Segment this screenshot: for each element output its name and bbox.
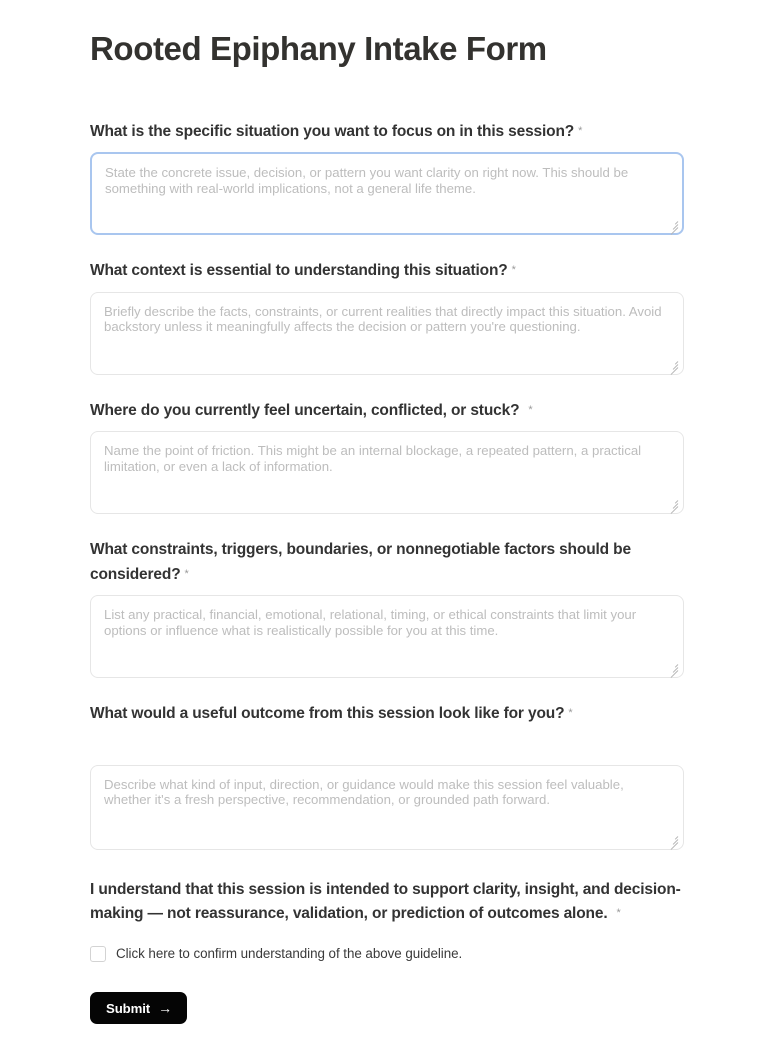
required-marker: * [511, 264, 516, 277]
field-label-consent [90, 878, 684, 927]
form-field-situation [90, 120, 684, 235]
textarea-wrapper-situation [90, 152, 684, 235]
field-label-text: What constraints, triggers, boundaries, or nonnegotiable factors should be considered? [90, 541, 631, 583]
page-title: Rooted Epiphany Intake Form [90, 30, 547, 67]
form-field-context [90, 259, 684, 374]
textarea-constraints[interactable] [90, 595, 684, 678]
textarea-outcome[interactable] [90, 765, 684, 850]
form-field-constraints [90, 538, 684, 678]
submit-button-label: Submit [106, 1000, 151, 1016]
form-field-outcome [90, 702, 684, 849]
required-marker: * [184, 567, 189, 580]
consent-checkbox-label: Click here to confirm understanding of the above guideline. [116, 945, 463, 961]
textarea-wrapper-constraints [90, 595, 684, 678]
field-label-situation [90, 120, 684, 144]
textarea-uncertainty[interactable] [90, 431, 684, 514]
field-label-text: What context is essential to understanding this situation? [90, 262, 508, 280]
textarea-wrapper-context [90, 292, 684, 375]
arrow-right-icon: → [158, 1000, 172, 1017]
field-label-outcome [90, 702, 684, 726]
required-marker: * [616, 907, 621, 920]
textarea-wrapper-outcome [90, 765, 684, 850]
required-marker: * [578, 124, 583, 137]
field-label-constraints [90, 538, 684, 587]
field-label-uncertainty [90, 399, 684, 423]
required-marker: * [568, 707, 573, 720]
form-field-uncertainty [90, 399, 684, 514]
field-label-context [90, 259, 684, 283]
field-label-text: Where do you currently feel uncertain, conflicted, or stuck? [90, 401, 520, 419]
textarea-situation[interactable] [90, 152, 684, 235]
textarea-wrapper-uncertainty [90, 431, 684, 514]
required-marker: * [528, 403, 533, 416]
form-container [90, 0, 684, 1024]
consent-checkbox-row[interactable] [90, 945, 684, 962]
field-label-text: I understand that this session is intended to support clarity, insight, and decision-making — not reassurance, validation, or prediction of outcomes alone. [90, 880, 681, 923]
submit-button[interactable] [90, 992, 187, 1024]
consent-checkbox[interactable] [90, 946, 106, 962]
field-label-text: What would a useful outcome from this session look like for you? [90, 705, 565, 723]
form-field-consent [90, 878, 684, 962]
field-label-text: What is the specific situation you want to focus on in this session? [90, 122, 575, 140]
textarea-context[interactable] [90, 292, 684, 375]
field-spacer [90, 735, 684, 765]
